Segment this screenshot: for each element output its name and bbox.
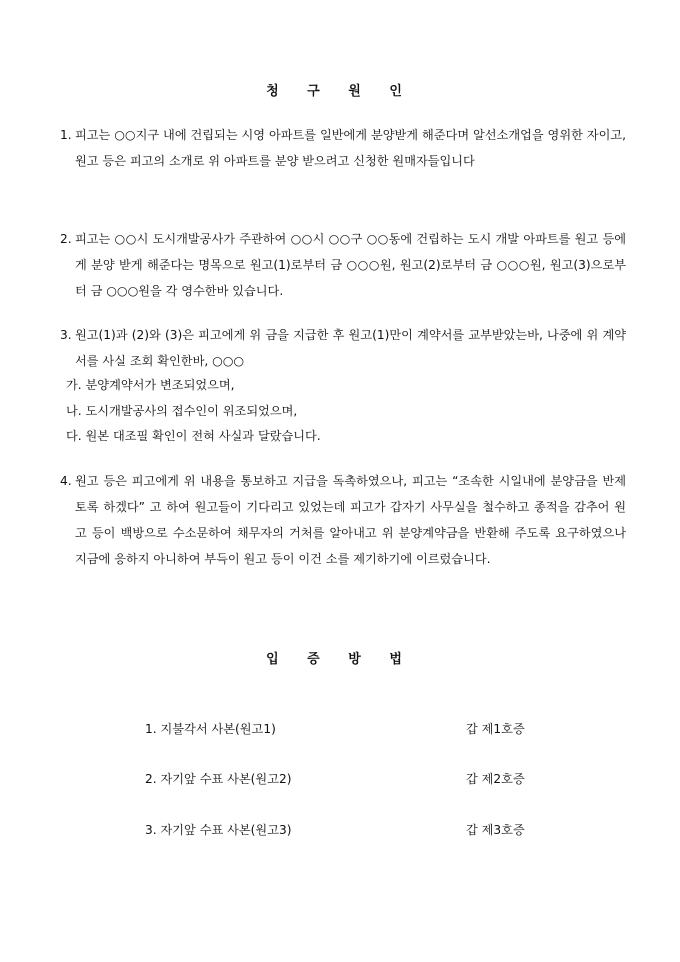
cause-number: 2. (60, 232, 72, 246)
cause-text: 피고는 ○○시 도시개발공사가 주관하여 ○○시 ○○구 ○○동에 건립하는 도시 개발 아파트를 원고 등에게 분양 받게 해준다는 명목으로 원고(1)로부터 금 ○○○원, 원고(2)로부터 금 ○○○원, 원고(3)으로부터 금 ○○○원을 각 영수한바 있습니다. (75, 232, 626, 298)
cause-subitem-na: 나. 도시개발공사의 접수인이 위조되었으며, (66, 404, 298, 418)
cause-text: 원고(1)과 (2)와 (3)은 피고에게 위 금을 지급한 후 원고(1)만이 계약서를 교부받았는바, 나중에 위 계약서를 사실 조회 확인한바, ○○○ (75, 328, 626, 368)
evidence-row (0, 821, 680, 841)
cause-number: 1. (60, 128, 72, 142)
cause-text: 피고는 ○○지구 내에 건립되는 시영 아파트를 일반에게 분양받게 해준다며 알선소개업을 영위한 자이고, 원고 등은 피고의 소개로 위 아파트를 분양 받으려고 신청한 원매자들입니다 (75, 128, 626, 168)
cause-item-3 (60, 322, 626, 374)
cause-subitem-ga: 가. 분양계약서가 변조되었으며, (66, 378, 235, 392)
cause-number: 4. (60, 474, 72, 488)
evidence-heading: 입 증 방 법 (266, 652, 414, 667)
cause-text: 원고 등은 피고에게 위 내용을 통보하고 지급을 독촉하였으나, 피고는 “조속한 시일내에 분양금을 반제토록 하겠다” 고 하여 원고들이 기다리고 있었는데 피고가 갑자기 사무실을 철수하고 종적을 감추어 원고 등이 백방으로 수소문하여 채무자의 거처를 알아내고 위 분양계약금을 반환해 주도록 요구하였으나 지금에 응하지 아니하여 부득이 원고 등이 이건 소를 제기하기에 이르렀습니다. (75, 474, 626, 566)
cause-item-2 (60, 226, 626, 304)
cause-item-4 (60, 468, 626, 572)
evidence-label: 3. 자기앞 수표 사본(원고3) (145, 823, 292, 837)
cause-number: 3. (60, 328, 72, 342)
evidence-row (0, 770, 680, 790)
evidence-label: 1. 지불각서 사본(원고1) (145, 722, 276, 736)
evidence-label: 2. 자기앞 수표 사본(원고2) (145, 772, 292, 786)
cause-item-1 (60, 122, 626, 174)
cause-subitem-da: 다. 원본 대조필 확인이 전혀 사실과 달랐습니다. (66, 429, 321, 443)
evidence-reference: 갑 제2호증 (466, 772, 525, 786)
evidence-row (0, 720, 680, 740)
causes-heading: 청 구 원 인 (266, 84, 414, 99)
evidence-reference: 갑 제3호증 (466, 823, 525, 837)
evidence-reference: 갑 제1호증 (466, 722, 525, 736)
